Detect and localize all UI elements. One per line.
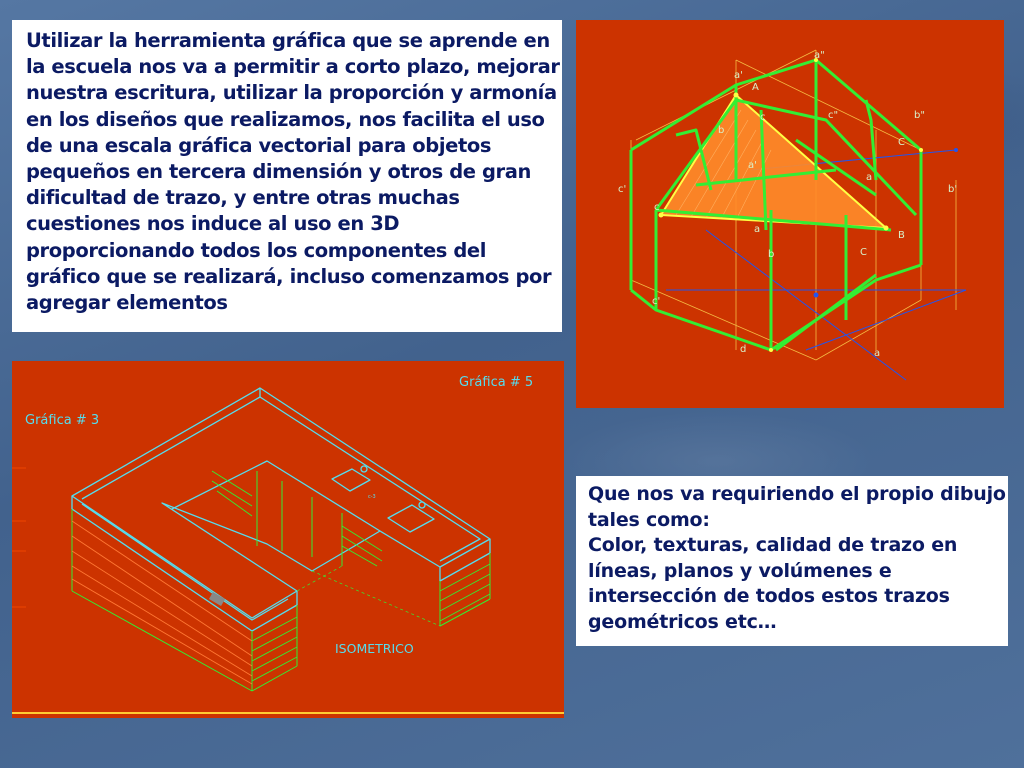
- label-c-bottom: c': [652, 296, 661, 307]
- isometric-kitchen-drawing: [12, 361, 564, 718]
- label-isometrico: ISOMETRICO: [335, 641, 414, 656]
- label-cabinet: c-3: [368, 494, 376, 500]
- label-a-bottom: a: [874, 348, 881, 359]
- label-C: C: [898, 137, 905, 148]
- label-b2: b": [914, 110, 925, 121]
- label-C-low: C: [860, 247, 867, 258]
- label-b-low: b: [768, 249, 775, 260]
- label-c: c: [760, 112, 766, 123]
- label-d: d: [740, 344, 747, 355]
- label-c2: c": [828, 110, 839, 121]
- label-c1: c': [618, 184, 627, 195]
- requirements-line-1: Que nos va requiriendo el propio dibujo tales como:: [588, 483, 1006, 531]
- label-B: B: [898, 230, 905, 241]
- label-a-mid: a: [754, 224, 761, 235]
- isometric-svg: [12, 361, 564, 718]
- label-a1: a': [734, 70, 743, 81]
- label-c-left: c: [654, 202, 660, 213]
- label-grafica-5: Gráfica # 5: [459, 375, 534, 390]
- label-grafica-3: Gráfica # 3: [25, 413, 100, 428]
- intro-text: Utilizar la herramienta gráfica que se aprende en la escuela nos va a permitir a corto plazo, mejorar nuestra escritura, utilizar la proporción y armonía en los diseños que realizamos, nos facilita el uso de una escala gráfica vectorial para objetos pequeños en tercera dimensión y otros de gran dificultad de trazo, y entre otras muchas cuestiones nos induce al uso en 3D proporcionando todos los componentes del gráfico que se realizará, incluso comenzamos por agregar elementos: [26, 29, 560, 315]
- requirements-line-2: Color, texturas, calidad de trazo en líneas, planos y volúmenes e intersección de todos estos trazos geométricos etc…: [588, 534, 958, 633]
- requirements-text-box: [576, 476, 1008, 646]
- label-a1b: a': [748, 160, 757, 171]
- label-b: b: [718, 125, 725, 136]
- label-a2: a": [814, 50, 825, 61]
- intro-text-box: [12, 20, 562, 332]
- label-A: A: [752, 82, 759, 93]
- geometric-projection-drawing: [576, 20, 1004, 408]
- label-b1: b': [948, 184, 958, 195]
- projection-svg: [576, 20, 1004, 408]
- label-a: a: [866, 172, 873, 183]
